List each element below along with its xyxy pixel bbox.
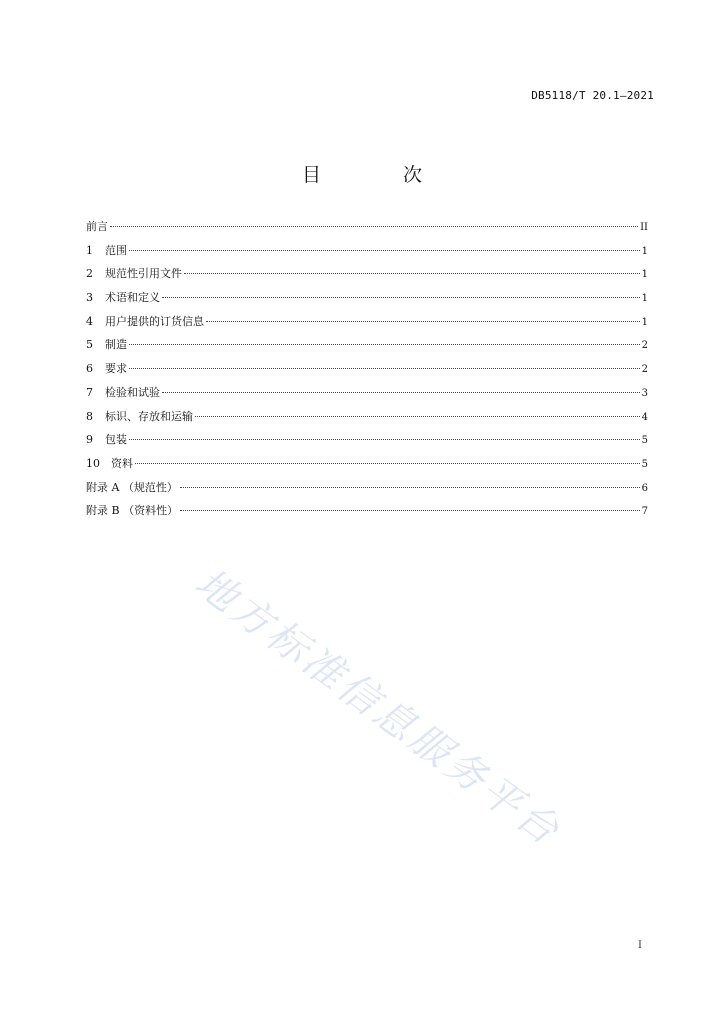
toc-entry-page: 7 xyxy=(641,506,648,518)
toc-entry-label: 附录 A （规范性） xyxy=(86,480,178,494)
toc-entry-page: 1 xyxy=(641,245,648,257)
toc-leader-dots xyxy=(110,226,638,227)
toc-entry-appendix-b[interactable] xyxy=(86,502,648,526)
toc-entry-page: 1 xyxy=(641,316,648,328)
toc-entry-manufacturing[interactable] xyxy=(86,336,648,360)
toc-leader-dots xyxy=(162,392,640,393)
toc-entry-page: 1 xyxy=(641,293,648,305)
toc-leader-dots xyxy=(195,416,640,417)
toc-entry-marking-storage-transport[interactable] xyxy=(86,408,648,432)
toc-entry-page: 4 xyxy=(641,411,648,423)
toc-entry-terms-definitions[interactable] xyxy=(86,289,648,313)
toc-entry-number: 3 xyxy=(86,291,93,305)
toc-leader-dots xyxy=(129,439,640,440)
table-of-contents xyxy=(86,218,648,526)
toc-entry-scope[interactable] xyxy=(86,242,648,266)
toc-entry-page: 5 xyxy=(641,458,648,470)
toc-entry-label: 用户提供的订货信息 xyxy=(105,314,204,328)
toc-entry-label: 要求 xyxy=(105,362,127,376)
toc-entry-requirements[interactable] xyxy=(86,360,648,384)
toc-leader-dots xyxy=(129,250,640,251)
toc-entry-page: 2 xyxy=(641,364,648,376)
toc-leader-dots xyxy=(129,368,640,369)
toc-entry-page: II xyxy=(640,222,648,233)
toc-entry-number: 10 xyxy=(86,456,100,470)
toc-entry-appendix-a[interactable] xyxy=(86,479,648,503)
toc-leader-dots xyxy=(180,510,640,511)
toc-entry-documentation[interactable] xyxy=(86,455,648,479)
page-title: 目 次 xyxy=(301,164,461,186)
toc-entry-label: 规范性引用文件 xyxy=(105,267,182,281)
toc-entry-order-information[interactable] xyxy=(86,313,648,337)
toc-entry-page: 2 xyxy=(641,340,648,352)
toc-leader-dots xyxy=(135,463,640,464)
toc-entry-number: 4 xyxy=(86,314,93,328)
toc-entry-packaging[interactable] xyxy=(86,431,648,455)
toc-entry-label: 资料 xyxy=(111,456,133,470)
toc-entry-page: 3 xyxy=(641,387,648,399)
toc-entry-number: 5 xyxy=(86,338,93,352)
toc-leader-dots xyxy=(180,487,640,488)
toc-entry-page: 6 xyxy=(641,482,648,494)
toc-entry-page: 1 xyxy=(641,269,648,281)
toc-entry-label: 包装 xyxy=(105,433,127,447)
toc-entry-label: 检验和试验 xyxy=(105,385,160,399)
watermark: 地方标准信息服务平台 xyxy=(186,559,570,856)
document-code: DB5118/T 20.1—2021 xyxy=(531,89,654,102)
toc-entry-label: 标识、存放和运输 xyxy=(105,409,193,423)
toc-entry-label: 前言 xyxy=(86,220,108,233)
page-number: I xyxy=(638,940,642,951)
toc-entry-number: 2 xyxy=(86,267,93,281)
toc-entry-label: 术语和定义 xyxy=(105,291,160,305)
toc-entry-foreword[interactable] xyxy=(86,218,648,242)
toc-entry-number: 1 xyxy=(86,243,93,257)
toc-leader-dots xyxy=(129,344,640,345)
toc-leader-dots xyxy=(184,273,640,274)
toc-entry-number: 7 xyxy=(86,385,93,399)
toc-leader-dots xyxy=(206,321,640,322)
toc-entry-number: 8 xyxy=(86,409,93,423)
toc-entry-normative-references[interactable] xyxy=(86,265,648,289)
toc-entry-page: 5 xyxy=(641,435,648,447)
toc-leader-dots xyxy=(162,297,640,298)
toc-entry-number: 6 xyxy=(86,362,93,376)
toc-entry-inspection-testing[interactable] xyxy=(86,384,648,408)
toc-entry-label: 范围 xyxy=(105,243,127,257)
toc-entry-label: 制造 xyxy=(105,338,127,352)
toc-entry-label: 附录 B （资料性） xyxy=(86,504,179,518)
toc-entry-number: 9 xyxy=(86,433,93,447)
